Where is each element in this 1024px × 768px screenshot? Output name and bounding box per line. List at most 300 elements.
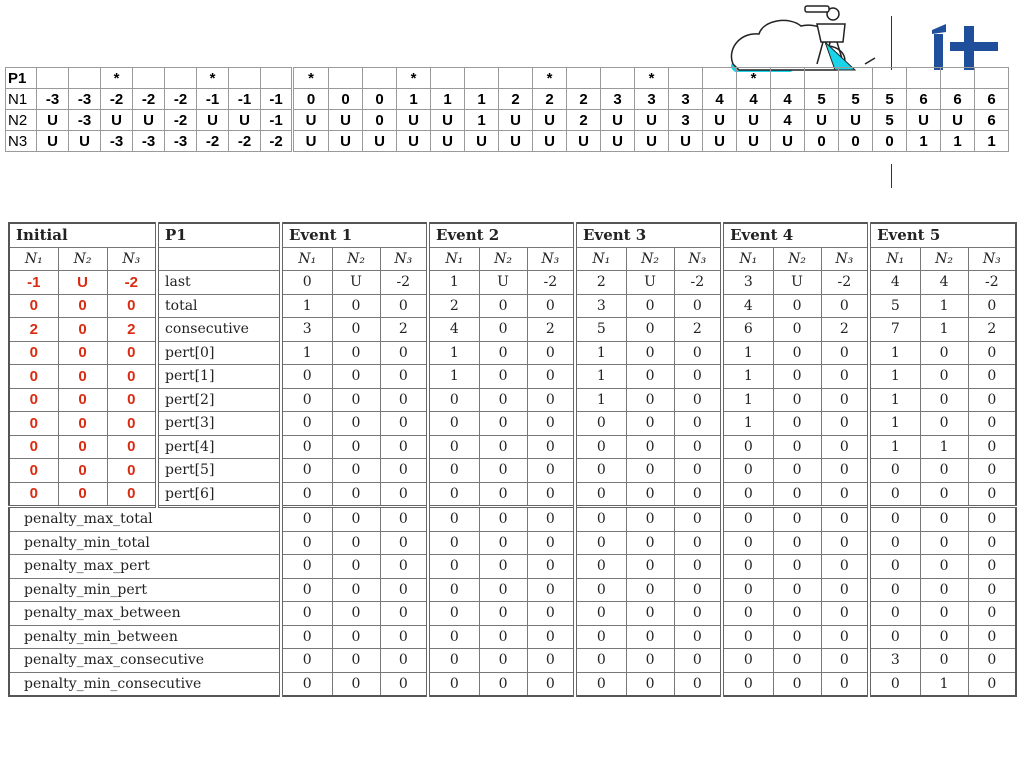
sub-header-cell: N₁ (9, 247, 58, 271)
penalty-value-cell: 0 (281, 555, 332, 579)
penalty-value-cell: 0 (626, 672, 674, 696)
penalty-value-cell: 0 (674, 625, 722, 649)
event-value-cell: 0 (428, 459, 479, 483)
sub-header-cell: N₂ (479, 247, 527, 271)
sub-header-cell: N₂ (773, 247, 821, 271)
event-value-cell: 0 (380, 365, 428, 389)
initial-value-cell: 0 (107, 388, 157, 412)
event-value-cell: 0 (332, 459, 380, 483)
penalty-value-cell: 0 (674, 672, 722, 696)
initial-value-cell: 0 (58, 341, 107, 365)
variable-row (9, 294, 1016, 318)
penalty-value-cell: 0 (428, 625, 479, 649)
variable-label: last (157, 271, 281, 295)
sequence-cell: U (397, 110, 431, 131)
sub-header-blank (157, 247, 281, 271)
event-value-cell: 0 (479, 435, 527, 459)
sequence-cell (363, 68, 397, 89)
row-label: N1 (6, 89, 37, 110)
event-value-cell: 7 (869, 318, 920, 342)
initial-value-cell: 0 (58, 482, 107, 507)
sequence-cell (771, 68, 805, 89)
event-value-cell: 2 (575, 271, 626, 295)
event-value-cell: 1 (869, 412, 920, 436)
initial-value-cell: 0 (107, 341, 157, 365)
event-value-cell: 0 (674, 459, 722, 483)
sequence-cell: -2 (197, 131, 229, 152)
sequence-cell: -2 (165, 89, 197, 110)
event-value-cell: 1 (281, 294, 332, 318)
penalty-value-cell: 0 (773, 672, 821, 696)
event-value-cell: 0 (479, 459, 527, 483)
event-value-cell: 0 (332, 412, 380, 436)
event-value-cell: 2 (968, 318, 1016, 342)
penalty-value-cell: 0 (428, 649, 479, 673)
group-header-initial: Initial (9, 223, 157, 247)
event-value-cell: 0 (869, 459, 920, 483)
event-value-cell: 0 (281, 435, 332, 459)
event-value-cell: 0 (821, 388, 869, 412)
sequence-cell: 3 (601, 89, 635, 110)
variable-row (9, 318, 1016, 342)
penalty-row (9, 625, 1016, 649)
event-value-cell: 1 (428, 341, 479, 365)
sequence-cell: U (229, 110, 261, 131)
sequence-cell: U (771, 131, 805, 152)
event-value-cell: 0 (281, 482, 332, 507)
sequence-cell: U (431, 131, 465, 152)
sequence-cell (907, 68, 941, 89)
sequence-cell: U (839, 110, 873, 131)
event-value-cell: 0 (674, 412, 722, 436)
event-value-cell: 0 (479, 341, 527, 365)
penalty-value-cell: 0 (821, 625, 869, 649)
event-value-cell: 2 (674, 318, 722, 342)
event-value-cell: -2 (968, 271, 1016, 295)
sequence-cell: U (601, 131, 635, 152)
sequence-cell: 2 (567, 110, 601, 131)
sub-header-cell: N₁ (575, 247, 626, 271)
sequence-row (6, 131, 1009, 152)
penalty-value-cell: 0 (626, 625, 674, 649)
event-value-cell: 0 (626, 388, 674, 412)
penalty-value-cell: 0 (626, 507, 674, 532)
penalty-value-cell: 0 (722, 649, 773, 673)
event-value-cell: 0 (527, 341, 575, 365)
sub-header-cell: N₂ (920, 247, 968, 271)
sequence-cell: U (941, 110, 975, 131)
event-value-cell: 6 (722, 318, 773, 342)
penalty-row (9, 602, 1016, 626)
top-sequence-table (5, 67, 1009, 152)
sequence-cell: 0 (805, 131, 839, 152)
event-value-cell: 0 (380, 412, 428, 436)
penalty-value-cell: 0 (332, 555, 380, 579)
event-value-cell: 0 (380, 294, 428, 318)
penalty-value-cell: 0 (674, 531, 722, 555)
sequence-cell: -2 (229, 131, 261, 152)
event-value-cell: 0 (479, 294, 527, 318)
event-value-cell: 0 (821, 459, 869, 483)
sequence-cell: U (197, 110, 229, 131)
event-value-cell: 0 (920, 412, 968, 436)
event-value-cell: 0 (479, 482, 527, 507)
event-value-cell: 5 (869, 294, 920, 318)
event-value-cell: 4 (869, 271, 920, 295)
event-value-cell: 0 (722, 435, 773, 459)
penalty-value-cell: 0 (380, 507, 428, 532)
sequence-cell: * (533, 68, 567, 89)
sequence-cell: U (669, 131, 703, 152)
penalty-value-cell: 0 (332, 625, 380, 649)
sequence-cell: 5 (839, 89, 873, 110)
penalty-value-cell: 0 (869, 625, 920, 649)
event-value-cell: 0 (968, 435, 1016, 459)
penalty-label: penalty_max_consecutive (9, 649, 281, 673)
penalty-value-cell: 0 (479, 672, 527, 696)
sequence-cell: -3 (165, 131, 197, 152)
penalty-value-cell: 0 (332, 507, 380, 532)
penalty-row (9, 531, 1016, 555)
event-value-cell: 0 (920, 459, 968, 483)
sequence-cell: -3 (69, 89, 101, 110)
variable-row (9, 459, 1016, 483)
penalty-value-cell: 0 (920, 602, 968, 626)
sub-header-cell: N₁ (722, 247, 773, 271)
sequence-cell: -3 (37, 89, 69, 110)
event-value-cell: 0 (722, 459, 773, 483)
sequence-cell: U (499, 110, 533, 131)
sequence-cell: 1 (431, 89, 465, 110)
initial-value-cell: 0 (58, 412, 107, 436)
sequence-cell: U (101, 110, 133, 131)
sequence-cell: * (197, 68, 229, 89)
penalty-value-cell: 0 (380, 649, 428, 673)
penalty-value-cell: 0 (968, 507, 1016, 532)
initial-value-cell: 0 (9, 412, 58, 436)
penalty-label: penalty_min_pert (9, 578, 281, 602)
penalty-value-cell: 0 (332, 602, 380, 626)
penalty-value-cell: 0 (773, 531, 821, 555)
event-value-cell: 0 (527, 435, 575, 459)
initial-value-cell: 0 (58, 318, 107, 342)
sequence-cell (329, 68, 363, 89)
event-value-cell: 1 (722, 341, 773, 365)
penalty-value-cell: 0 (380, 578, 428, 602)
sequence-cell: * (397, 68, 431, 89)
penalty-value-cell: 0 (674, 555, 722, 579)
sub-header-cell: N₁ (428, 247, 479, 271)
divider-line (891, 16, 892, 70)
initial-value-cell: U (58, 271, 107, 295)
penalty-value-cell: 0 (722, 672, 773, 696)
sequence-cell: 4 (771, 89, 805, 110)
event-value-cell: 0 (821, 412, 869, 436)
initial-value-cell: 0 (107, 294, 157, 318)
event-value-cell: 0 (332, 482, 380, 507)
event-value-cell: 0 (527, 459, 575, 483)
event-value-cell: 0 (527, 412, 575, 436)
penalty-value-cell: 0 (380, 625, 428, 649)
sequence-cell: 5 (805, 89, 839, 110)
event-value-cell: 0 (527, 482, 575, 507)
penalty-row (9, 672, 1016, 696)
event-value-cell: 0 (332, 294, 380, 318)
penalty-value-cell: 0 (575, 649, 626, 673)
sequence-cell: 4 (737, 89, 771, 110)
event-value-cell: 0 (773, 412, 821, 436)
event-value-cell: 0 (380, 341, 428, 365)
sequence-cell: -1 (229, 89, 261, 110)
sequence-cell: U (737, 131, 771, 152)
event-value-cell: 0 (968, 459, 1016, 483)
event-value-cell: 1 (920, 318, 968, 342)
sequence-cell: U (329, 131, 363, 152)
event-value-cell: 0 (773, 341, 821, 365)
sequence-cell: -3 (101, 131, 133, 152)
penalty-value-cell: 0 (773, 625, 821, 649)
penalty-value-cell: 0 (479, 555, 527, 579)
sequence-cell: U (363, 131, 397, 152)
sequence-cell: 0 (363, 110, 397, 131)
initial-value-cell: 0 (9, 459, 58, 483)
sequence-row (6, 68, 1009, 89)
penalty-value-cell: 0 (281, 625, 332, 649)
variable-row (9, 365, 1016, 389)
variable-row (9, 388, 1016, 412)
penalty-value-cell: 0 (281, 672, 332, 696)
sequence-cell: U (133, 110, 165, 131)
variable-row (9, 482, 1016, 507)
sequence-cell (975, 68, 1009, 89)
event-value-cell: 0 (773, 435, 821, 459)
sequence-cell: 1 (465, 110, 499, 131)
penalty-value-cell: 0 (869, 507, 920, 532)
sub-header-cell: N₁ (281, 247, 332, 271)
penalty-value-cell: 0 (380, 531, 428, 555)
penalty-value-cell: 0 (332, 672, 380, 696)
penalty-value-cell: 0 (527, 625, 575, 649)
event-value-cell: 1 (869, 365, 920, 389)
sequence-cell: U (431, 110, 465, 131)
variable-row (9, 341, 1016, 365)
penalty-value-cell: 0 (281, 649, 332, 673)
penalty-value-cell: 0 (527, 649, 575, 673)
variable-label: pert[6] (157, 482, 281, 507)
event-value-cell: 0 (722, 482, 773, 507)
initial-value-cell: -1 (9, 271, 58, 295)
penalty-value-cell: 0 (626, 649, 674, 673)
event-value-cell: 0 (479, 318, 527, 342)
sequence-cell: -2 (165, 110, 197, 131)
event-value-cell: 0 (527, 365, 575, 389)
event-value-cell: 0 (626, 318, 674, 342)
group-header-event: Event 1 (281, 223, 428, 247)
event-value-cell: 0 (674, 341, 722, 365)
event-value-cell: 0 (626, 294, 674, 318)
event-value-cell: 0 (674, 294, 722, 318)
event-value-cell: 0 (773, 388, 821, 412)
sequence-cell: U (567, 131, 601, 152)
penalty-value-cell: 0 (281, 531, 332, 555)
event-value-cell: 0 (428, 412, 479, 436)
sequence-cell: U (635, 131, 669, 152)
penalty-value-cell: 0 (626, 602, 674, 626)
penalty-value-cell: 0 (968, 555, 1016, 579)
penalty-value-cell: 0 (332, 649, 380, 673)
event-value-cell: 0 (626, 365, 674, 389)
event-value-cell: 0 (773, 318, 821, 342)
sequence-cell (567, 68, 601, 89)
sequence-cell: 0 (293, 89, 329, 110)
variable-row (9, 412, 1016, 436)
penalty-value-cell: 0 (575, 531, 626, 555)
penalty-value-cell: 0 (722, 602, 773, 626)
sub-header-cell: N₁ (869, 247, 920, 271)
penalty-value-cell: 0 (968, 578, 1016, 602)
penalty-row (9, 555, 1016, 579)
event-value-cell: 0 (968, 412, 1016, 436)
event-value-cell: 0 (626, 412, 674, 436)
sequence-cell: * (101, 68, 133, 89)
sequence-cell: 0 (873, 131, 907, 152)
penalty-value-cell: 0 (674, 507, 722, 532)
initial-value-cell: 0 (9, 294, 58, 318)
penalty-value-cell: 0 (968, 625, 1016, 649)
sequence-cell (669, 68, 703, 89)
sub-header-cell: N₂ (626, 247, 674, 271)
penalty-value-cell: 0 (674, 578, 722, 602)
penalty-value-cell: 0 (575, 578, 626, 602)
sub-header-row (9, 247, 1016, 271)
sub-header-cell: N₃ (821, 247, 869, 271)
event-value-cell: 1 (575, 388, 626, 412)
penalty-value-cell: 3 (869, 649, 920, 673)
penalty-value-cell: 0 (920, 555, 968, 579)
event-value-cell: 0 (920, 341, 968, 365)
initial-value-cell: 0 (9, 365, 58, 389)
sub-header-cell: N₃ (380, 247, 428, 271)
event-value-cell: 0 (626, 435, 674, 459)
penalty-value-cell: 0 (920, 625, 968, 649)
event-value-cell: -2 (821, 271, 869, 295)
initial-value-cell: 0 (107, 482, 157, 507)
event-value-cell: 0 (869, 482, 920, 507)
penalty-value-cell: 0 (479, 649, 527, 673)
sub-header-cell: N₃ (527, 247, 575, 271)
event-value-cell: 0 (575, 482, 626, 507)
penalty-value-cell: 0 (968, 649, 1016, 673)
penalty-value-cell: 0 (722, 578, 773, 602)
initial-value-cell: 0 (9, 435, 58, 459)
penalty-value-cell: 0 (821, 672, 869, 696)
sequence-cell: 1 (907, 131, 941, 152)
penalty-value-cell: 0 (332, 531, 380, 555)
event-value-cell: 3 (722, 271, 773, 295)
i4-logo-icon (928, 20, 1000, 70)
sequence-cell: 2 (567, 89, 601, 110)
event-value-cell: 2 (821, 318, 869, 342)
sequence-cell: 5 (873, 89, 907, 110)
penalty-value-cell: 0 (821, 602, 869, 626)
variable-label: pert[0] (157, 341, 281, 365)
initial-value-cell: 0 (58, 294, 107, 318)
variable-label: pert[4] (157, 435, 281, 459)
sequence-cell: U (69, 131, 101, 152)
sequence-cell: U (703, 131, 737, 152)
sequence-cell: -3 (69, 110, 101, 131)
event-value-cell: 0 (332, 388, 380, 412)
penalty-value-cell: 0 (527, 507, 575, 532)
sequence-cell: U (533, 110, 567, 131)
sequence-cell: 6 (975, 89, 1009, 110)
event-value-cell: 4 (428, 318, 479, 342)
penalty-value-cell: 0 (968, 531, 1016, 555)
event-value-cell: 0 (575, 435, 626, 459)
sequence-cell: -2 (101, 89, 133, 110)
event-value-cell: 0 (380, 435, 428, 459)
penalty-value-cell: 0 (380, 555, 428, 579)
event-value-cell: 2 (527, 318, 575, 342)
penalty-value-cell: 0 (722, 531, 773, 555)
event-value-cell: 0 (773, 482, 821, 507)
divider-line (891, 164, 892, 188)
sequence-cell (37, 68, 69, 89)
sequence-cell (601, 68, 635, 89)
event-value-cell: 1 (428, 271, 479, 295)
group-header-event: Event 4 (722, 223, 869, 247)
event-value-cell: 0 (281, 271, 332, 295)
initial-value-cell: 0 (9, 388, 58, 412)
event-value-cell: 0 (968, 294, 1016, 318)
penalty-value-cell: 0 (773, 649, 821, 673)
sequence-cell: -1 (261, 89, 293, 110)
event-value-cell: 0 (428, 482, 479, 507)
event-state-table (8, 222, 1017, 697)
sequence-cell: 6 (941, 89, 975, 110)
sequence-cell: 3 (669, 89, 703, 110)
sequence-cell: 2 (499, 89, 533, 110)
sequence-cell: U (37, 110, 69, 131)
penalty-value-cell: 0 (821, 531, 869, 555)
event-value-cell: 0 (968, 365, 1016, 389)
sequence-cell (133, 68, 165, 89)
sequence-cell: 5 (873, 110, 907, 131)
event-value-cell: 2 (380, 318, 428, 342)
penalty-value-cell: 0 (626, 531, 674, 555)
initial-value-cell: 0 (107, 435, 157, 459)
penalty-label: penalty_min_total (9, 531, 281, 555)
sequence-cell (703, 68, 737, 89)
sequence-cell (941, 68, 975, 89)
event-value-cell: 0 (479, 412, 527, 436)
sequence-cell: * (293, 68, 329, 89)
sequence-cell: * (635, 68, 669, 89)
event-value-cell: 0 (821, 294, 869, 318)
sequence-cell: U (703, 110, 737, 131)
sequence-cell (499, 68, 533, 89)
penalty-value-cell: 0 (773, 507, 821, 532)
event-value-cell: 0 (773, 294, 821, 318)
sequence-cell: 0 (329, 89, 363, 110)
event-value-cell: 1 (869, 388, 920, 412)
sequence-cell: U (907, 110, 941, 131)
initial-value-cell: 0 (58, 365, 107, 389)
sequence-row (6, 89, 1009, 110)
penalty-value-cell: 0 (428, 531, 479, 555)
penalty-value-cell: 0 (773, 555, 821, 579)
event-value-cell: 0 (332, 341, 380, 365)
